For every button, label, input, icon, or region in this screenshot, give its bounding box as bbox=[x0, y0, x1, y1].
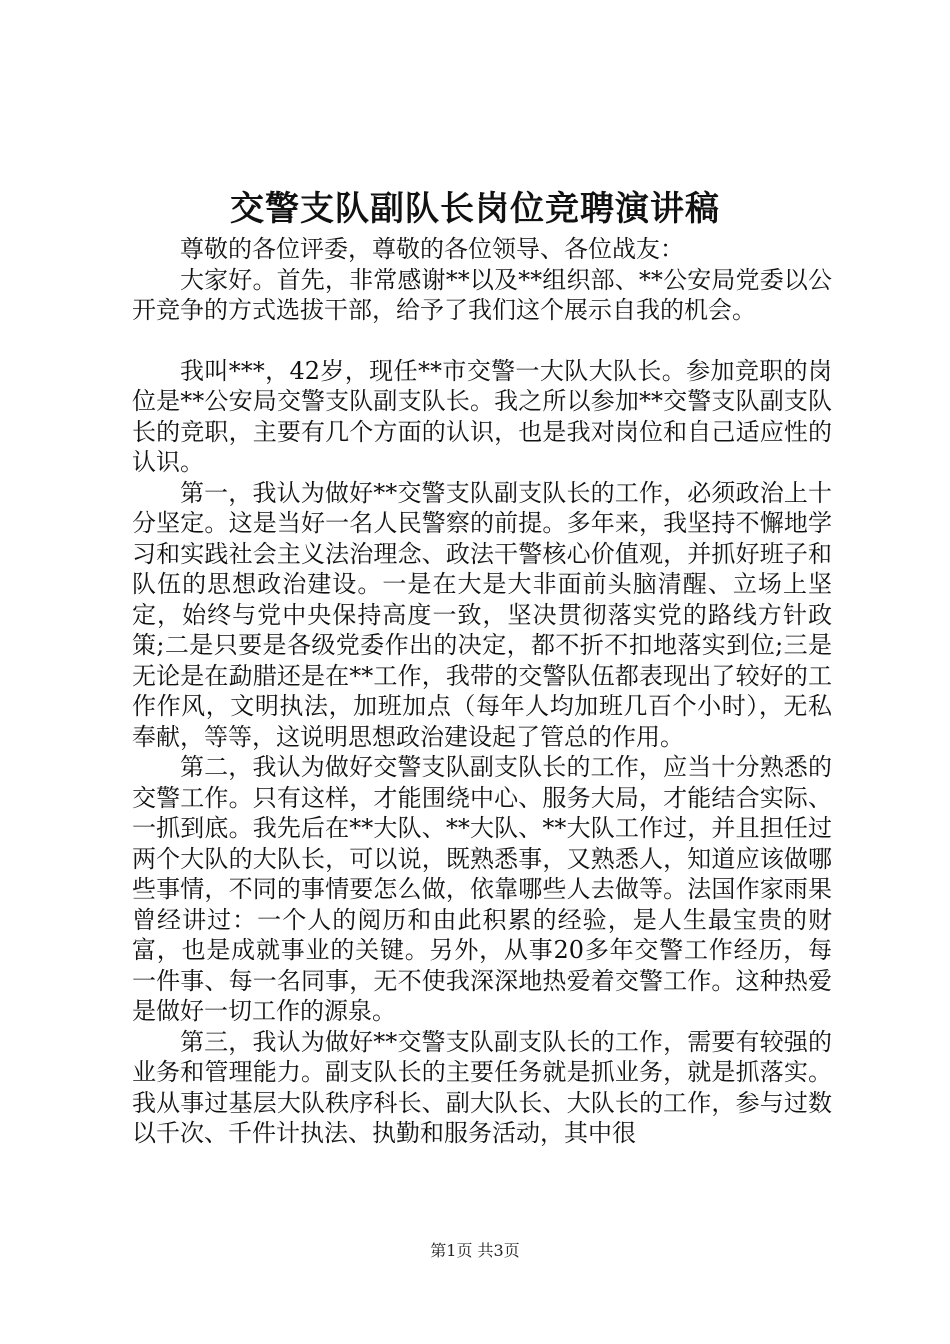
introduction-paragraph: 我叫***，42岁，现任**市交警一大队大队长。参加竞职的岗位是**公安局交警支队副支队长。我之所以参加**交警支队副支队长的竞职，主要有几个方面的认识，也是我对岗位和自己适应性的认识。 bbox=[132, 356, 832, 476]
point-two-paragraph: 第二，我认为做好交警支队副支队长的工作，应当十分熟悉的交警工作。只有这样，才能围绕中心、服务大局，才能结合实际、一抓到底。我先后在**大队、**大队、**大队工作过，并且担任过两个大队的大队长，可以说，既熟悉事，又熟悉人，知道应该做哪些事情，不同的事情要怎么做，依靠哪些人去做等。法国作家雨果曾经讲过：一个人的阅历和由此积累的经验，是人生最宝贵的财富，也是成就事业的关键。另外，从事20多年交警工作经历，每一件事、每一名同事，无不使我深深地热爱着交警工作。这种热爱是做好一切工作的源泉。 bbox=[132, 753, 832, 1025]
document-body bbox=[132, 234, 832, 1149]
salutation-paragraph: 尊敬的各位评委，尊敬的各位领导、各位战友： bbox=[180, 235, 684, 263]
page-number-footer: 第1页 共3页 bbox=[430, 1241, 520, 1260]
point-one-paragraph: 第一，我认为做好**交警支队副支队长的工作，必须政治上十分坚定。这是当好一名人民警察的前提。多年来，我坚持不懈地学习和实践社会主义法治理念、政法干警核心价值观，并抓好班子和队伍的思想政治建设。一是在大是大非面前头脑清醒、立场上坚定，始终与党中央保持高度一致，坚决贯彻落实党的路线方针政策;二是只要是各级党委作出的决定，都不折不扣地落实到位;三是无论是在勐腊还是在**工作，我带的交警队伍都表现出了较好的工作作风，文明执法，加班加点（每年人均加班几百个小时），无私奉献，等等，这说明思想政治建设起了管总的作用。 bbox=[132, 478, 832, 751]
greeting-paragraph: 大家好。首先，非常感谢**以及**组织部、**公安局党委以公开竞争的方式选拔干部，给予了我们这个展示自我的机会。 bbox=[132, 265, 832, 324]
point-three-paragraph: 第三，我认为做好**交警支队副支队长的工作，需要有较强的业务和管理能力。副支队长的主要任务就是抓业务，就是抓落实。我从事过基层大队秩序科长、副大队长、大队长的工作，参与过数以千次、千件计执法、执勤和服务活动，其中很 bbox=[132, 1027, 832, 1147]
document-title: 交警支队副队长岗位竞聘演讲稿 bbox=[230, 189, 720, 229]
